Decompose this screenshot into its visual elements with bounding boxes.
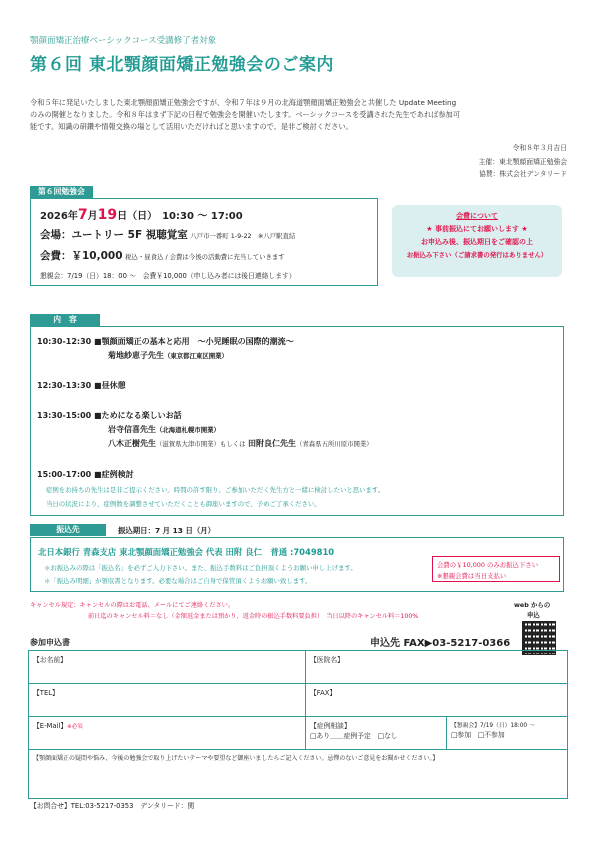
bank-tab: 振込先 [30, 524, 106, 536]
fax-number: 申込先 FAX▶03-5217-0366 [370, 638, 511, 649]
fee-box-title: 会費について [456, 212, 498, 220]
consult-options[interactable]: □あり＿＿症例予定 □なし [310, 732, 398, 740]
issue-date: 令和８年３月吉日 [512, 144, 567, 152]
contact-info: 【お問合せ】TEL:03-5217-0353 デンタリード：関 [30, 802, 195, 810]
schedule-item: 10:30-12:30 ■顎顔面矯正の基本と応用 〜小児睡眠の国際的潮流〜 [37, 337, 294, 346]
event-party: 懇親会：7/19（日）18：00 〜 会費￥10,000（申し込み者には後日連絡します） [40, 272, 296, 280]
bank-note: ＊お振込みの際は「振込名」を必ずご入力下さい。また、振込手数料はご負担頂くようお願い申し上げます。 [44, 564, 357, 572]
cancel-policy: 前日迄のキャンセル料＝なし（金額返金または預かり、返金時の振込手数料要負担） 当日以降のキャンセル料＝100% [88, 613, 419, 620]
application-form [28, 650, 568, 799]
event-date: 2026年7月19日（日） 10:30 〜 17:00 [40, 207, 243, 223]
event-month: 7 [77, 207, 88, 223]
sponsor: 協賛：株式会社デンタリード [479, 170, 567, 178]
intro-line: 令和５年に発足いたしました東北顎顔面矯正勉強会ですが、令和７年は９月の北海道顎顔面矯正勉強会と共催した Update Meeting [30, 98, 457, 107]
event-day: 19 [97, 207, 118, 223]
consult-field[interactable]: 【症例相談】 □あり＿＿症例予定 □なし [306, 717, 447, 750]
intro-line: 能です。知識の研鑽や情報交換の場として活用いただければと思いますので、是非ご検討ください。 [30, 122, 353, 131]
contents-tab: 内 容 [30, 314, 100, 326]
event-fee: 会費：￥10,000 税込・昼食込 / 会費は今後の活動費に充当していきます [40, 250, 285, 262]
event-venue: 会場：ユートリー 5F 視聴覚室 八戸市一番町 1-9-22 ※八戸駅直結 [40, 229, 296, 241]
schedule-item: 13:30-15:00 ■ためになる楽しいお話 [37, 411, 182, 420]
fee-box-line: お振込み下さい（ご請求書の発行はありません） [406, 251, 548, 259]
case-note: 症例をお持ちの先生は是非ご提示ください。時間の許す限り、ご参加いただく先生方と一緒に検討したいと思います。 [46, 486, 385, 494]
course-subtitle: 顎顔面矯正治療ベーシックコース受講修了者対象 [30, 36, 217, 46]
schedule-item: 12:30-13:30 ■昼休憩 [37, 381, 126, 390]
fee-box-line: ★ 事前振込にてお願いします ★ [426, 225, 528, 233]
web-apply-label: web からの [514, 601, 551, 609]
speaker: 岩寺信喜先生（北海道札幌市開業） [108, 425, 220, 434]
bank-note: ＊「振込み明細」が領収書となります。必要な場合はご自身で保管頂くようお願い致します。 [44, 577, 312, 585]
fee-notice: 会費の￥10,000 のみお振込下さい ※懇親会費は当日支払い [432, 556, 560, 582]
page-title: 第６回 東北顎顔面矯正勉強会のご案内 [30, 55, 334, 75]
party-field[interactable]: 【懇親会】7/19（日）18:00 〜 □参加 □不参加 [447, 717, 568, 750]
web-apply-label: 申込 [527, 611, 540, 619]
event-tab: 第６回勉強会 [30, 186, 93, 198]
party-options[interactable]: □参加 □不参加 [451, 731, 505, 739]
organizer: 主催：東北顎顔面矯正勉強会 [478, 158, 567, 166]
fee-info-box [392, 205, 562, 277]
speaker: 菊地紗恵子先生（東京都江東区開業） [108, 351, 228, 360]
email-field[interactable]: 【E-Mail】※必須 [29, 717, 306, 750]
schedule-item: 15:00-17:00 ■症例検討 [37, 470, 134, 479]
bank-deadline: 振込期日：7 月 13 日（月） [118, 526, 216, 535]
intro-paragraph [30, 97, 570, 133]
tel-field[interactable]: 【TEL】 [29, 684, 306, 717]
bank-account: 北日本銀行 青森支店 東北顎顔面矯正勉強会 代表 田附 良仁 普通 :7049810 [38, 547, 335, 557]
fax-field[interactable]: 【FAX】 [306, 684, 568, 717]
name-field[interactable]: 【お名前】 [29, 651, 306, 684]
comments-field[interactable]: 【顎顔面矯正の疑問や悩み、今後の勉強会で取り上げたいテーマや要望など御座いましたらご記入ください。忌憚のないご意見をお聞かせください。】 [29, 750, 568, 799]
case-note: 当日の状況により、症例数を調整させていただくことも御座いますので、予めご了承ください。 [46, 500, 321, 508]
clinic-field[interactable]: 【医院名】 [306, 651, 568, 684]
cancel-policy: キャンセル規定：キャンセルの際はお電話、メールにてご連絡ください。 [30, 602, 235, 609]
speaker: 八木正樹先生（滋賀県大津市開業）もしくは 田附良仁先生（青森県五所川原市開業） [108, 439, 373, 448]
intro-line: のみの開催となりました。令和８年はまず下記の日程で勉強会を開催いたします。ベーシックコースを受講された先生であれば参加可 [30, 110, 460, 119]
fee-box-line: お申込み後、振込期日をご確認の上 [421, 238, 533, 246]
form-title: 参加申込書 [30, 638, 70, 647]
